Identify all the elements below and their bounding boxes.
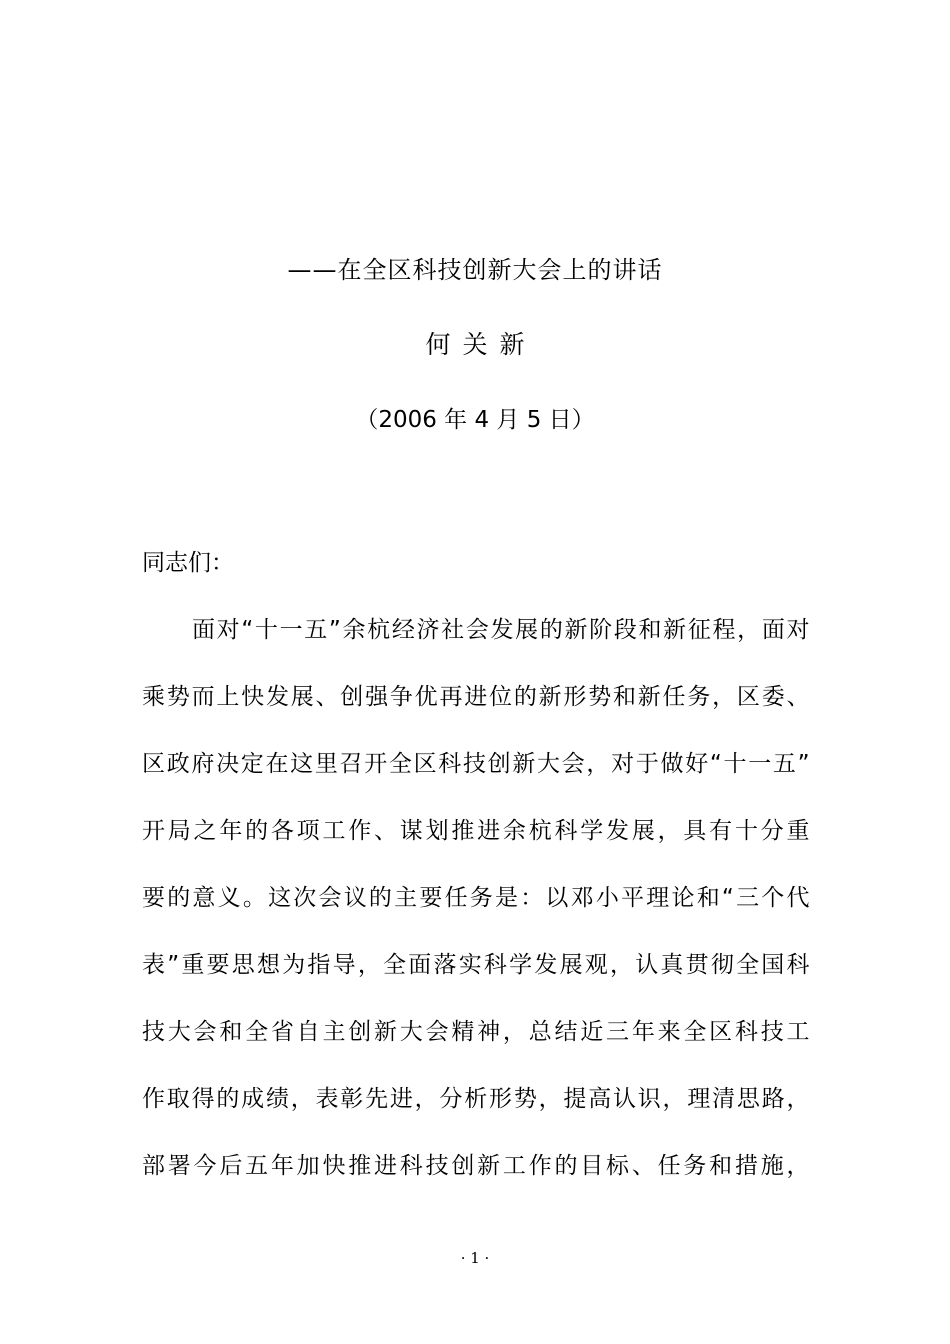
body-line: 技大会和全省自主创新大会精神，总结近三年来全区科技工 <box>142 1019 810 1045</box>
body-line: 部署今后五年加快推进科技创新工作的目标、任务和措施， <box>142 1153 810 1179</box>
body-line: 面对“十一五”余杭经济社会发展的新阶段和新征程，面对 <box>192 617 810 643</box>
subtitle: ——在全区科技创新大会上的讲话 <box>287 256 663 284</box>
title-line <box>0 176 950 212</box>
salutation: 同志们： <box>142 550 234 576</box>
body-line: 要的意义。这次会议的主要任务是：以邓小平理论和“三个代 <box>142 885 810 911</box>
body-line: 区政府决定在这里召开全区科技创新大会，对于做好“十一五” <box>142 751 810 777</box>
author-name: 何关新 <box>425 330 537 359</box>
body-line: 表”重要思想为指导，全面落实科学发展观，认真贯彻全国科 <box>142 952 810 978</box>
page-number: · 1 · <box>460 1249 490 1267</box>
body-line: 开局之年的各项工作、谋划推进余杭科学发展，具有十分重 <box>142 818 810 844</box>
body-line: 乘势而上快发展、创强争优再进位的新形势和新任务，区委、 <box>142 684 810 710</box>
body-line: 作取得的成绩，表彰先进，分析形势，提高认识，理清思路， <box>142 1086 810 1112</box>
speech-date: （2006 年 4 月 5 日） <box>355 407 595 433</box>
